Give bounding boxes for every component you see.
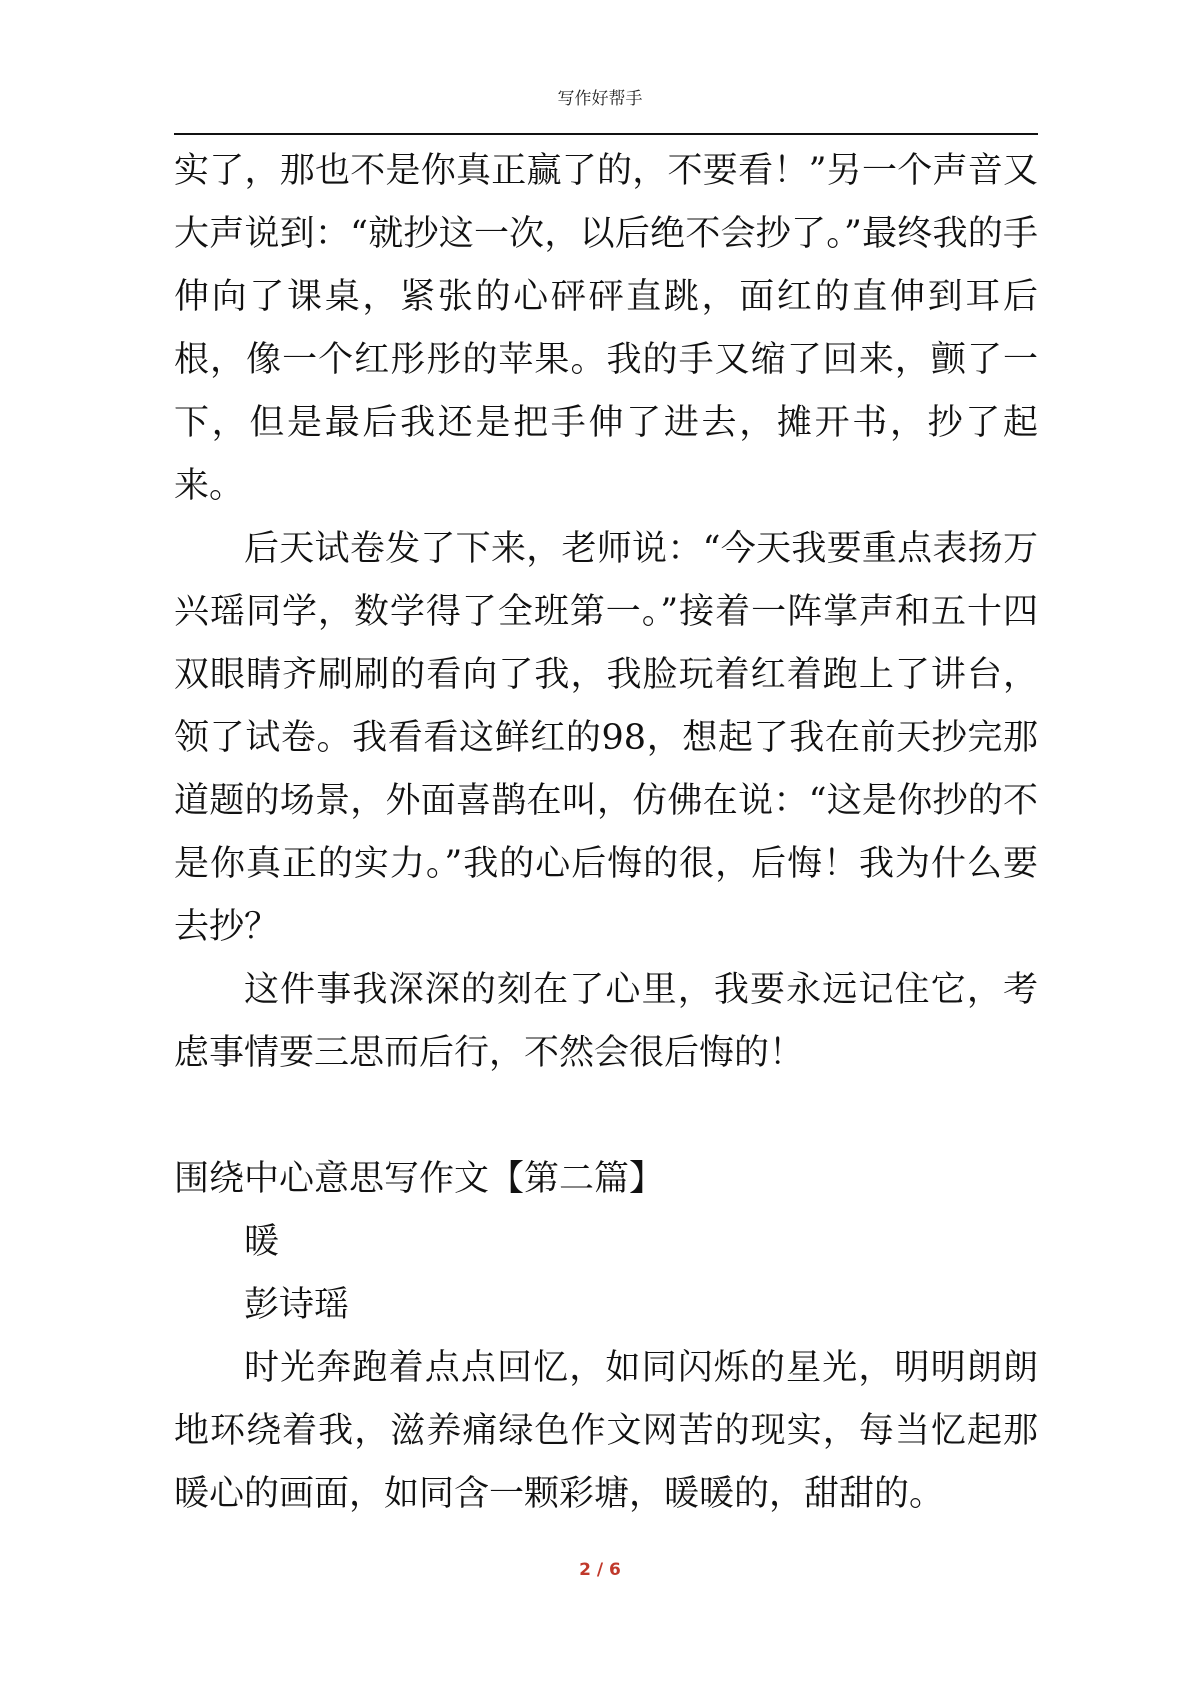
paragraph-4: 时光奔跑着点点回忆，如同闪烁的星光，明明朗朗地环绕着我，滋养痛绿色作文网苦的现实，每当忆起那暖心的画面，如同含一颗彩塘，暖暖的，甜甜的。 [174,1348,1038,1514]
section-heading: 围绕中心意思写作文【第二篇】 [174,1159,665,1199]
section-gap [174,1085,1038,1148]
paragraph-2: 后天试卷发了下来，老师说：“今天我要重点表扬万兴瑶同学，数学得了全班第一。”接着一阵掌声和五十四双眼睛齐刷刷的看向了我，我脸玩着红着跑上了讲台，领了试卷。我看看这鲜红的98，想起了我在前天抄完那道题的场景，外面喜鹊在叫，仿佛在说：“这是你抄的不是你真正的实力。”我的心后悔的很，后悔！我为什么要去抄？ [174,529,1038,947]
essay-title: 暖 [244,1222,280,1262]
essay-author: 彭诗瑶 [244,1285,350,1325]
paragraph-3: 这件事我深深的刻在了心里，我要永远记住它，考虑事情要三思而后行，不然会很后悔的！ [174,970,1038,1073]
page-header: 写作好帮手 [557,89,643,109]
page-number: 2 / 6 [579,1560,621,1580]
header-divider [174,133,1038,135]
document-body [174,140,1038,1526]
paragraph-1: 实了，那也不是你真正赢了的，不要看！”另一个声音又大声说到：“就抄这一次，以后绝不会抄了。”最终我的手伸向了课桌，紧张的心砰砰直跳，面红的直伸到耳后根，像一个红彤彤的苹果。我的手又缩了回来，颤了一下，但是最后我还是把手伸了进去，摊开书，抄了起来。 [174,151,1038,506]
